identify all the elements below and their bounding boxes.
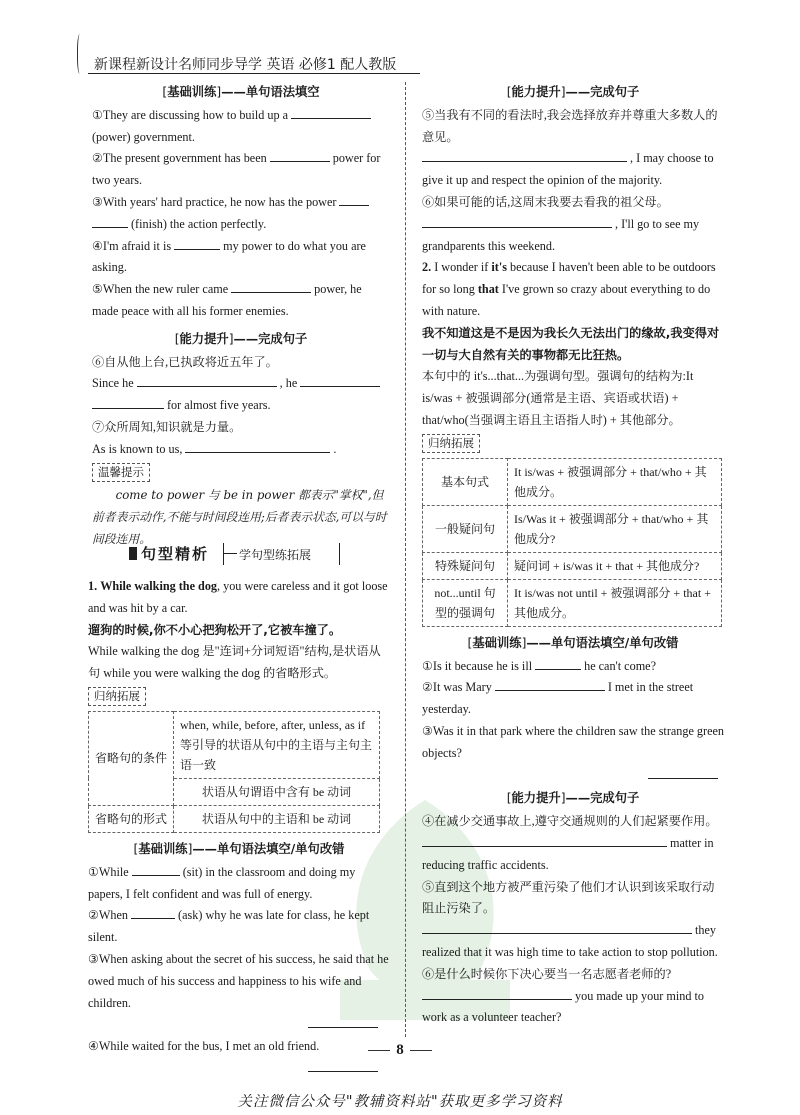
ellipsis-table — [88, 711, 380, 833]
table-cell: not...until 句型的强调句 — [423, 579, 508, 626]
sentence-translation: 我不知道这是不是因为我长久无法出门的缘故,我变得对一切与大自然有关的事物都无比狂热。 — [422, 325, 720, 362]
tip-text: come to power 与 be in power 都表示"掌权",但前者表示动作,不能与时间段连用;后者表示状态,可以与时间段连用。 — [92, 487, 387, 546]
answer-blank[interactable] — [308, 1014, 378, 1028]
table-cell: 状语从句中的主语和 be 动词 — [174, 805, 380, 832]
expand-label: 归纳拓展 — [88, 687, 146, 706]
section-banner-sub: 学句型练拓展 — [239, 548, 312, 562]
table-row — [423, 458, 722, 505]
exercise-item: ②It was Mary I met in the street yesterday. — [422, 677, 724, 721]
section-head-ability-1: [能力提升]——完成句子 — [174, 331, 308, 346]
page-header: 新课程新设计名师同步导学 英语 必修1 配人教版 — [94, 57, 397, 73]
answer-blank[interactable] — [422, 148, 627, 162]
answer-blank[interactable] — [422, 214, 612, 228]
right-column — [422, 80, 724, 1029]
answer-blank[interactable] — [132, 862, 180, 876]
exercise-item: ①While (sit) in the classroom and doing my papers, I felt confident and was full of energy. — [88, 862, 390, 906]
answer-blank[interactable] — [291, 105, 371, 119]
emphasis-table — [422, 458, 722, 627]
answer-blank[interactable] — [339, 192, 369, 206]
exercise-cn: ⑤当我有不同的看法时,我会选择放弃并尊重大多数人的意见。 — [422, 107, 718, 144]
exercise-en: As is known to us, . — [92, 439, 390, 461]
exercise-cn: ⑥是什么时候你下决心要当一名志愿者老师的? — [422, 966, 672, 981]
section-head-basic-1: [基础训练]——单句语法填空 — [162, 85, 320, 99]
answer-blank[interactable] — [535, 656, 581, 670]
answer-blank[interactable] — [137, 373, 277, 387]
exercise-item: ②The present government has been power for two years. — [92, 148, 390, 192]
section-head-basic-3: [基础训练]——单句语法填空/单句改错 — [467, 635, 679, 650]
table-cell: Is/Was it + 被强调部分 + that/who + 其他成分? — [508, 505, 722, 552]
answer-blank[interactable] — [308, 1058, 378, 1072]
section-banner-title: 句型精析 — [141, 545, 210, 563]
table-cell: 省略句的条件 — [89, 711, 174, 805]
answer-blank[interactable] — [174, 236, 220, 250]
section-marker-icon — [129, 547, 137, 560]
section-head-ability-2: [能力提升]——完成句子 — [506, 85, 640, 99]
exercise-item: ⑤When the new ruler came power, he made peace with all his former enemies. — [92, 279, 390, 323]
exercise-cn: ⑥自从他上台,已执政将近五年了。 — [92, 354, 278, 369]
table-cell: It is/was not until + 被强调部分 + that + 其他成分。 — [508, 579, 722, 626]
exercise-en: matter in reducing traffic accidents. — [422, 833, 724, 877]
exercise-cn: ⑦众所周知,知识就是力量。 — [92, 419, 242, 434]
table-cell: 基本句式 — [423, 458, 508, 505]
exercise-item: ④I'm afraid it is my power to do what you are asking. — [92, 236, 390, 280]
table-cell: 省略句的形式 — [89, 805, 174, 832]
answer-blank[interactable] — [131, 905, 175, 919]
page-edge-mark — [77, 34, 84, 74]
answer-blank[interactable] — [92, 214, 128, 228]
answer-blank[interactable] — [648, 765, 718, 779]
answer-blank[interactable] — [495, 677, 605, 691]
exercise-en: they realized that it was high time to take action to stop pollution. — [422, 920, 724, 964]
exercise-item: ①Is it because he is ill he can't come? — [422, 656, 724, 678]
exercise-item: ③When asking about the secret of his success, he said that he owed much of his success and happiness to his wife and children. — [88, 949, 390, 1036]
exercise-item: ①They are discussing how to build up a (power) government. — [92, 105, 390, 149]
answer-blank[interactable] — [270, 148, 330, 162]
exercise-item: ③With years' hard practice, he now has the power (finish) the action perfectly. — [92, 192, 390, 236]
answer-blank[interactable] — [92, 395, 164, 409]
table-cell: when, while, before, after, unless, as if 等引导的状语从句中的主语与主句主语一致 — [174, 711, 380, 778]
table-row — [423, 552, 722, 579]
exercise-cn: ⑤直到这个地方被严重污染了他们才认识到该采取行动阻止污染了。 — [422, 879, 715, 916]
table-row — [423, 579, 722, 626]
exercise-cn: ④在减少交通事故上,遵守交通规则的人们起紧要作用。 — [422, 814, 718, 829]
section-head-ability-3: [能力提升]——完成句子 — [506, 791, 640, 806]
exercise-en: , I may choose to give it up and respect the opinion of the majority. — [422, 148, 724, 192]
sentence-item: 2. I wonder if it's because I haven't been able to be outdoors for so long that I've grown so crazy about everything to do with nature. — [422, 260, 716, 318]
exercise-cn: ⑥如果可能的话,这周末我要去看我的祖父母。 — [422, 194, 669, 209]
answer-blank[interactable] — [185, 439, 330, 453]
exercise-en: , I'll go to see my grandparents this weekend. — [422, 214, 724, 258]
table-row — [423, 505, 722, 552]
page-number: 8 — [360, 1042, 440, 1059]
section-banner — [125, 541, 385, 569]
answer-blank[interactable] — [300, 373, 380, 387]
answer-blank[interactable] — [231, 279, 311, 293]
table-cell: 状语从句谓语中含有 be 动词 — [174, 778, 380, 805]
section-head-basic-2: [基础训练]——单句语法填空/单句改错 — [133, 841, 345, 856]
sentence-item: 1. While walking the dog, you were careless and it got loose and was hit by a car. — [88, 579, 388, 615]
sentence-translation: 遛狗的时候,你不小心把狗松开了,它被车撞了。 — [88, 622, 342, 637]
exercise-en: Since he , he for almost five years. — [92, 373, 390, 417]
exercise-item: ②When (ask) why he was late for class, he kept silent. — [88, 905, 390, 949]
answer-blank[interactable] — [422, 833, 667, 847]
tip-label: 温馨提示 — [92, 463, 150, 482]
left-column — [92, 80, 390, 550]
answer-blank[interactable] — [422, 920, 692, 934]
expand-label: 归纳拓展 — [422, 434, 480, 453]
table-cell: It is/was + 被强调部分 + that/who + 其他成分。 — [508, 458, 722, 505]
left-column-lower — [88, 576, 390, 1080]
table-cell: 疑问词 + is/was it + that + 其他成分? — [508, 552, 722, 579]
table-cell: 特殊疑问句 — [423, 552, 508, 579]
header-rule — [88, 73, 420, 74]
exercise-en: you made up your mind to work as a volunteer teacher? — [422, 986, 724, 1030]
exercise-item: ④While waited for the bus, I met an old friend. — [88, 1036, 390, 1080]
table-cell: 一般疑问句 — [423, 505, 508, 552]
sentence-explain: While walking the dog 是"连词+分词短语"结构,是状语从句 while you were walking the dog 的省略形式。 — [88, 644, 381, 681]
sentence-explain: 本句中的 it's...that...为强调句型。强调句的结构为:It is/was + 被强调部分(通常是主语、宾语或状语) + that/who(当强调主语且主语指人时) + 其他部分。 — [422, 369, 694, 427]
footer-notice: 关注微信公众号"教辅资料站"获取更多学习资料 — [237, 1094, 563, 1110]
exercise-item: ③Was it in that park where the children saw the strange green objects? — [422, 721, 724, 786]
answer-blank[interactable] — [422, 986, 572, 1000]
